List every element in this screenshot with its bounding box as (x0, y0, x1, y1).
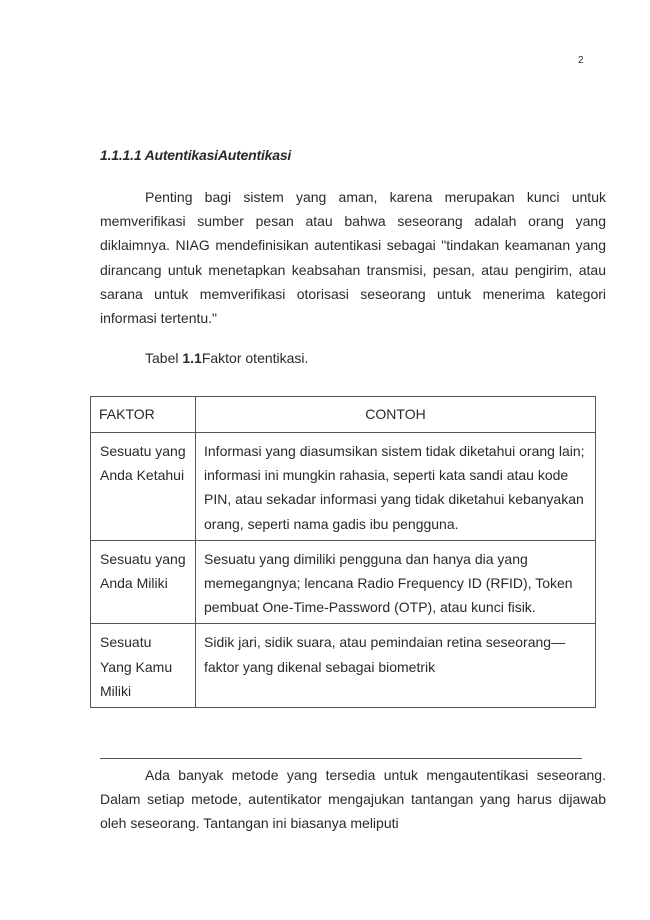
section-heading: 1.1.1.1 AutentikasiAutentikasi (100, 147, 292, 163)
body-paragraph-2: Ada banyak metode yang tersedia untuk mengautentikasi seseorang. Dalam setiap metode, autentikator mengajukan tantangan yang harus dijawab oleh seseorang. Tantangan ini biasanya meliputi (100, 767, 606, 832)
faktor-cell: Sesuatu yang Anda Ketahui (91, 433, 196, 541)
body-paragraph-1: Penting bagi sistem yang aman, karena merupakan kunci untuk memverifikasi sumber pesan atau bahwa seseorang adalah orang yang diklaimnya. NIAG mendefinisikan autentikasi sebagai "tindakan keamanan yang dirancang untuk menetapkan keabsahan transmisi, pesan, atau pengirim, atau sarana untuk memverifikasi otorisasi seseorang untuk menerima kategori informasi tertentu." (100, 189, 606, 327)
page-number: 2 (578, 55, 584, 66)
table-row (91, 624, 596, 708)
table-row (91, 540, 596, 624)
table-caption-number: 1.1 (182, 350, 202, 366)
faktor-table (90, 396, 596, 708)
table-row (91, 433, 596, 541)
header-contoh: CONTOH (196, 397, 596, 433)
contoh-cell: Sidik jari, sidik suara, atau pemindaian retina seseorang—faktor yang dikenal sebagai biometrik (196, 624, 596, 708)
table-header-row (91, 397, 596, 433)
section-divider (100, 758, 582, 759)
contoh-cell: Informasi yang diasumsikan sistem tidak diketahui orang lain; informasi ini mungkin rahasia, seperti kata sandi atau kode PIN, atau sekadar informasi yang tidak diketahui kebanyakan orang, seperti nama gadis ibu pengguna. (196, 433, 596, 541)
table-caption-prefix: Tabel (145, 350, 183, 366)
table-caption-text: Faktor otentikasi. (201, 350, 309, 366)
contoh-cell: Sesuatu yang dimiliki pengguna dan hanya dia yang memegangnya; lencana Radio Frequency ID (RFID), Token pembuat One-Time-Password (OTP), atau kunci fisik. (196, 540, 596, 624)
table-caption (145, 350, 308, 366)
header-faktor: FAKTOR (91, 397, 196, 433)
faktor-cell: Sesuatu yang Anda Miliki (91, 540, 196, 624)
faktor-cell: Sesuatu Yang Kamu Miliki (91, 624, 196, 708)
